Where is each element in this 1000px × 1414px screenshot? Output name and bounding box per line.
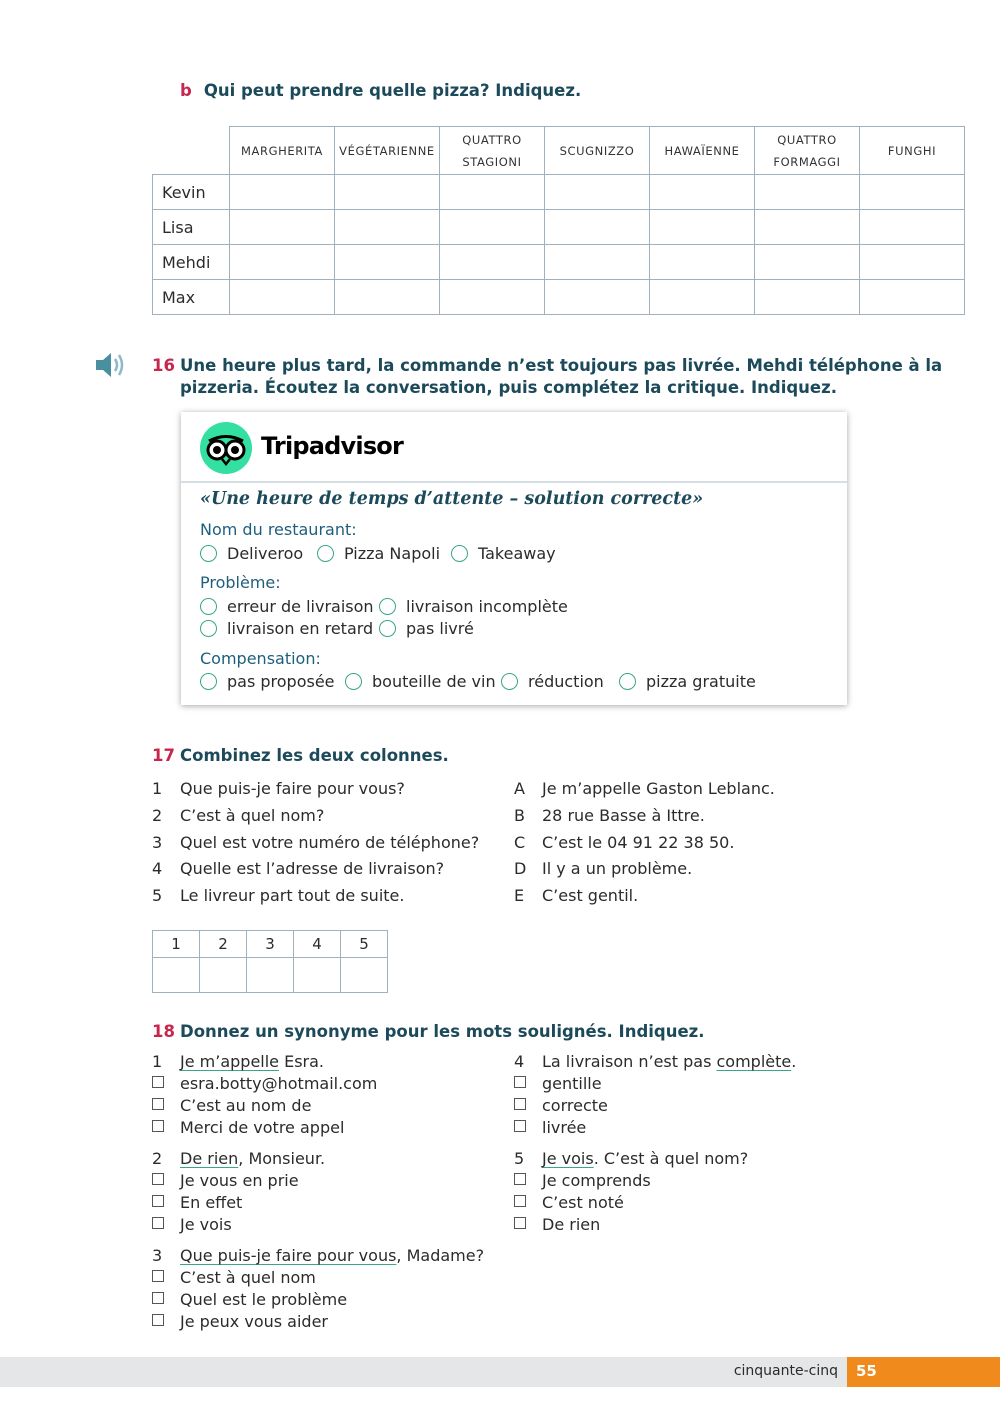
radio-option[interactable]: bouteille de vin xyxy=(345,672,496,691)
header-funghi: FUNGHI xyxy=(860,127,965,175)
table-row xyxy=(153,210,965,245)
answer-cell[interactable] xyxy=(440,245,545,280)
answer-grid-row xyxy=(153,958,388,993)
answer-cell[interactable] xyxy=(755,245,860,280)
list-item: B 28 rue Basse à Ittre. xyxy=(514,806,705,825)
checkbox-option[interactable]: Je vous en prie xyxy=(152,1170,299,1192)
list-item: 4 Quelle est l’adresse de livraison? xyxy=(152,859,445,878)
answer-cell[interactable] xyxy=(153,958,200,993)
radio-option[interactable]: livraison incomplète xyxy=(379,597,568,616)
answer-cell[interactable] xyxy=(230,210,335,245)
tripadvisor-logo-text: Tripadvisor xyxy=(261,432,404,460)
answer-cell[interactable] xyxy=(755,175,860,210)
radio-circle-icon[interactable] xyxy=(317,545,334,562)
radio-circle-icon[interactable] xyxy=(200,598,217,615)
grid-number: 2 xyxy=(200,931,247,958)
underlined-word: Que puis-je faire pour vous xyxy=(180,1246,397,1265)
question-5: 5 Je vois. C’est à quel nom? xyxy=(514,1149,749,1168)
row-name: Lisa xyxy=(153,210,230,245)
checkbox-option[interactable]: Je comprends xyxy=(514,1170,651,1192)
checkbox-icon[interactable] xyxy=(152,1195,164,1207)
checkbox-icon[interactable] xyxy=(152,1314,164,1326)
radio-circle-icon[interactable] xyxy=(200,545,217,562)
exercise-number: 16 xyxy=(152,356,175,375)
answer-cell[interactable] xyxy=(545,210,650,245)
answer-cell[interactable] xyxy=(335,210,440,245)
page-number: 55 xyxy=(856,1362,877,1380)
answer-cell[interactable] xyxy=(860,280,965,315)
answer-cell[interactable] xyxy=(650,210,755,245)
header-quattro-stagioni: QUATTRO STAGIONI xyxy=(440,127,545,175)
list-item: A Je m’appelle Gaston Leblanc. xyxy=(514,779,775,798)
row-name: Mehdi xyxy=(153,245,230,280)
page-number-words: cinquante-cinq xyxy=(733,1363,838,1379)
question-2: 2 De rien, Monsieur. xyxy=(152,1149,326,1168)
page-footer xyxy=(0,1357,1000,1387)
checkbox-option[interactable]: Je peux vous aider xyxy=(152,1311,328,1333)
grid-number: 1 xyxy=(153,931,200,958)
checkbox-option[interactable]: C’est au nom de xyxy=(152,1095,311,1117)
audio-speaker-icon[interactable] xyxy=(95,351,127,379)
header-scugnizzo: SCUGNIZZO xyxy=(545,127,650,175)
answer-cell[interactable] xyxy=(230,245,335,280)
pizza-header-row xyxy=(153,127,965,175)
checkbox-icon[interactable] xyxy=(514,1120,526,1132)
checkbox-icon[interactable] xyxy=(152,1173,164,1185)
checkbox-icon[interactable] xyxy=(152,1217,164,1229)
radio-option[interactable]: Takeaway xyxy=(451,544,556,563)
checkbox-option[interactable]: C’est à quel nom xyxy=(152,1267,316,1289)
exercise-number: 18 xyxy=(152,1022,175,1041)
exercise-17-heading xyxy=(152,745,449,767)
answer-cell[interactable] xyxy=(335,245,440,280)
exercise-16-heading xyxy=(152,355,942,399)
answer-cell[interactable] xyxy=(860,245,965,280)
answer-cell[interactable] xyxy=(860,210,965,245)
answer-cell[interactable] xyxy=(545,280,650,315)
answer-cell[interactable] xyxy=(545,175,650,210)
pizza-table xyxy=(152,126,965,315)
list-item: C C’est le 04 91 22 38 50. xyxy=(514,833,735,852)
checkbox-option[interactable]: correcte xyxy=(514,1095,608,1117)
question-3: 3 Que puis-je faire pour vous, Madame? xyxy=(152,1246,485,1265)
checkbox-icon[interactable] xyxy=(514,1076,526,1088)
row-name: Kevin xyxy=(153,175,230,210)
radio-option[interactable]: Pizza Napoli xyxy=(317,544,440,563)
list-item: 5 Le livreur part tout de suite. xyxy=(152,886,405,905)
radio-option[interactable]: pas livré xyxy=(379,619,474,638)
checkbox-icon[interactable] xyxy=(152,1292,164,1304)
radio-option[interactable]: livraison en retard xyxy=(200,619,373,638)
header-blank xyxy=(153,127,230,175)
radio-option[interactable]: pas proposée xyxy=(200,672,335,691)
answer-cell[interactable] xyxy=(335,175,440,210)
answer-cell[interactable] xyxy=(755,210,860,245)
answer-cell[interactable] xyxy=(650,175,755,210)
exercise-18-title: Donnez un synonyme pour les mots soulignés. Indiquez. xyxy=(180,1022,705,1041)
review-title: «Une heure de temps d’attente – solution correcte» xyxy=(200,489,704,509)
radio-circle-icon[interactable] xyxy=(379,598,396,615)
answer-cell[interactable] xyxy=(341,958,388,993)
grid-number: 3 xyxy=(247,931,294,958)
checkbox-icon[interactable] xyxy=(514,1217,526,1229)
answer-cell[interactable] xyxy=(440,280,545,315)
list-item: D Il y a un problème. xyxy=(514,859,693,878)
compensation-label: Compensation: xyxy=(200,649,321,668)
answer-cell[interactable] xyxy=(335,280,440,315)
answer-grid xyxy=(152,930,388,993)
table-row xyxy=(153,280,965,315)
radio-circle-icon[interactable] xyxy=(345,673,362,690)
exercise-18-heading xyxy=(152,1021,705,1043)
radio-option[interactable]: pizza gratuite xyxy=(619,672,756,691)
checkbox-icon[interactable] xyxy=(152,1098,164,1110)
answer-cell[interactable] xyxy=(650,280,755,315)
checkbox-option[interactable]: gentille xyxy=(514,1073,602,1095)
tripadvisor-review-card xyxy=(181,412,847,705)
radio-circle-icon[interactable] xyxy=(200,620,217,637)
problem-label: Problème: xyxy=(200,573,281,592)
checkbox-option[interactable]: Je vois xyxy=(152,1214,232,1236)
question-1: 1 Je m’appelle Esra. xyxy=(152,1052,325,1071)
answer-grid-header xyxy=(153,931,388,958)
header-vegetarienne: VÉGÉTARIENNE xyxy=(335,127,440,175)
header-quattro-formaggi: QUATTRO FORMAGGI xyxy=(755,127,860,175)
answer-cell[interactable] xyxy=(545,245,650,280)
answer-cell[interactable] xyxy=(294,958,341,993)
table-row xyxy=(153,245,965,280)
checkbox-option[interactable]: De rien xyxy=(514,1214,600,1236)
exercise-17-title: Combinez les deux colonnes. xyxy=(180,746,449,765)
checkbox-option[interactable]: livrée xyxy=(514,1117,586,1139)
table-row xyxy=(153,175,965,210)
grid-number: 4 xyxy=(294,931,341,958)
radio-circle-icon[interactable] xyxy=(619,673,636,690)
radio-option[interactable]: erreur de livraison xyxy=(200,597,374,616)
checkbox-icon[interactable] xyxy=(514,1173,526,1185)
restaurant-label: Nom du restaurant: xyxy=(200,520,357,539)
answer-cell[interactable] xyxy=(200,958,247,993)
checkbox-icon[interactable] xyxy=(514,1195,526,1207)
answer-cell[interactable] xyxy=(650,245,755,280)
checkbox-option[interactable]: C’est noté xyxy=(514,1192,624,1214)
radio-circle-icon[interactable] xyxy=(379,620,396,637)
underlined-word: Je vois xyxy=(542,1149,594,1168)
checkbox-option[interactable]: esra.botty@hotmail.com xyxy=(152,1073,377,1095)
answer-cell[interactable] xyxy=(440,210,545,245)
radio-option[interactable]: réduction xyxy=(501,672,604,691)
exercise-b-heading xyxy=(180,80,581,102)
answer-cell[interactable] xyxy=(755,280,860,315)
row-name: Max xyxy=(153,280,230,315)
checkbox-icon[interactable] xyxy=(152,1270,164,1282)
checkbox-option[interactable]: Quel est le problème xyxy=(152,1289,347,1311)
radio-circle-icon[interactable] xyxy=(200,673,217,690)
list-item: E C’est gentil. xyxy=(514,886,639,905)
exercise-b-title: Qui peut prendre quelle pizza? Indiquez. xyxy=(203,81,582,100)
answer-cell[interactable] xyxy=(860,175,965,210)
answer-cell[interactable] xyxy=(247,958,294,993)
checkbox-icon[interactable] xyxy=(152,1076,164,1088)
answer-cell[interactable] xyxy=(230,280,335,315)
answer-cell[interactable] xyxy=(440,175,545,210)
underlined-word: Je m’appelle xyxy=(180,1052,280,1071)
underlined-word: De rien xyxy=(180,1149,239,1168)
question-4: 4 La livraison n’est pas complète. xyxy=(514,1052,797,1071)
exercise-number: 17 xyxy=(152,746,175,765)
radio-circle-icon[interactable] xyxy=(451,545,468,562)
exercise-16-line1: Une heure plus tard, la commande n’est toujours pas livrée. Mehdi téléphone à la xyxy=(180,356,943,375)
tripadvisor-owl-icon xyxy=(200,422,252,474)
exercise-16-line2: pizzeria. Écoutez la conversation, puis complétez la critique. Indiquez. xyxy=(180,378,837,397)
list-item: 3 Quel est votre numéro de téléphone? xyxy=(152,833,480,852)
tripadvisor-header xyxy=(181,412,847,483)
header-hawaienne: HAWAÏENNE xyxy=(650,127,755,175)
underlined-word: complète xyxy=(716,1052,792,1071)
exercise-letter: b xyxy=(180,81,192,100)
list-item: 1 Que puis-je faire pour vous? xyxy=(152,779,405,798)
list-item: 2 C’est à quel nom? xyxy=(152,806,325,825)
grid-number: 5 xyxy=(341,931,388,958)
checkbox-option[interactable]: En effet xyxy=(152,1192,242,1214)
answer-cell[interactable] xyxy=(230,175,335,210)
checkbox-icon[interactable] xyxy=(152,1120,164,1132)
page-number-badge xyxy=(847,1357,1000,1387)
radio-option[interactable]: Deliveroo xyxy=(200,544,303,563)
radio-circle-icon[interactable] xyxy=(501,673,518,690)
checkbox-icon[interactable] xyxy=(514,1098,526,1110)
checkbox-option[interactable]: Merci de votre appel xyxy=(152,1117,344,1139)
header-margherita: MARGHERITA xyxy=(230,127,335,175)
